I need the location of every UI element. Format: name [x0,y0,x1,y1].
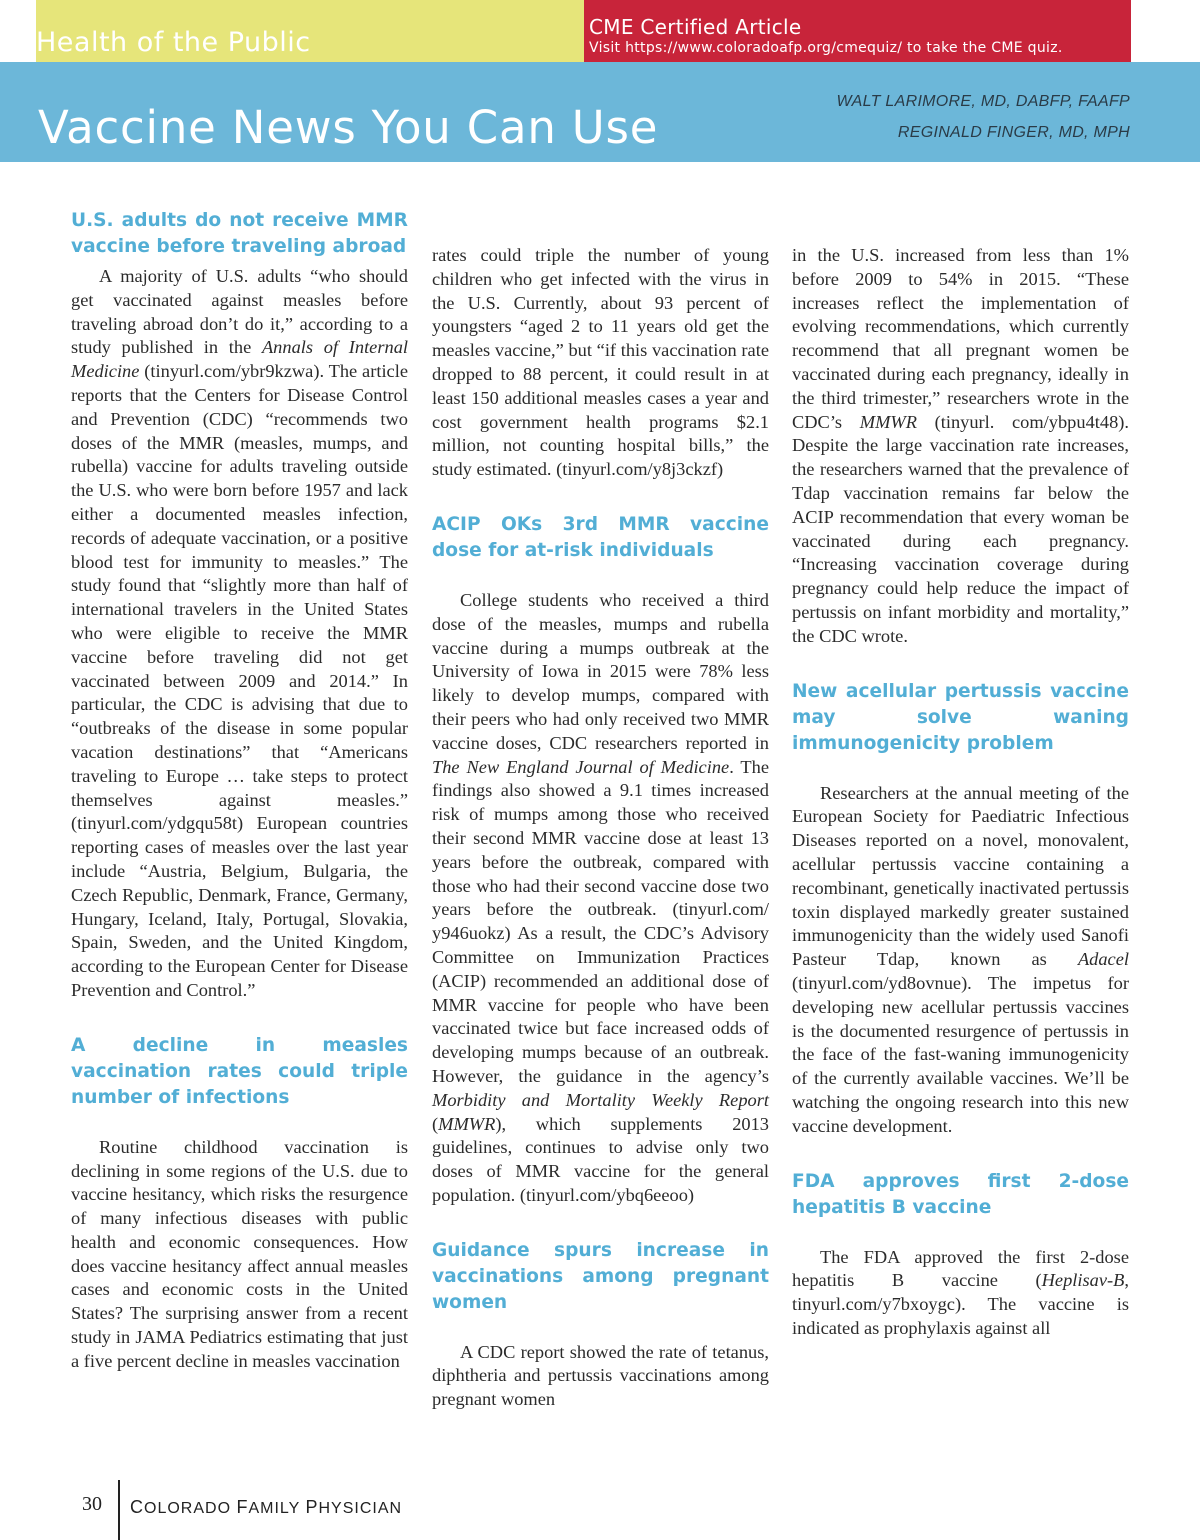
cme-banner [584,0,1131,62]
article-body-acip-mmr: College students who received a third dose of the measles, mumps and rubella vaccine during a mumps outbreak at the University of Iowa in 2015 were 78% less likely to develop mumps, compared with their peers who had only received two MMR vaccine doses, CDC researchers reported in The New England Journal of Medicine. The findings also showed a 9.1 times increased risk of mumps among those who received their second MMR vaccine dose at least 13 years before the outbreak, compared with those who had their second vaccine dose two years before the outbreak. (tinyurl.com/ y946uokz) As a result, the CDC’s Advisory Committee on Immunization Practices (ACIP) recommended an additional dose of MMR vaccine for people who have been vaccinated twice but face increased odds of developing mumps because of an outbreak. However, the guidance in the agency’s Morbidity and Mortality Weekly Report (MMWR), which supplements 2013 guidelines, continues to advise only two doses of MMR vaccine for the general population. (tinyurl.com/ybq6eeoo) [432,589,769,1205]
article-body-pregnant-vaccination-cont: in the U.S. increased from less than 1% before 2009 to 54% in 2015. “These increases reflect the implementation of evolving recommendations, which currently recommend that all pregnant women be vaccinated during each pregnancy, ideally in the third trimester,” researchers wrote in the CDC’s MMWR (tinyurl. com/ybpu4t48). Despite the large vaccination rate increases, the researchers warned that the prevalence of Tdap vaccination remains far below the ACIP recommendation that every woman be vaccinated during each pregnancy. “Increasing vaccination coverage during pregnancy could help reduce the impact of pertussis on infant morbidity and mortality,” the CDC wrote. [792,245,1129,646]
section-label: Health of the Public [36,27,311,58]
article-heading-acip-mmr: ACIP OKs 3rd MMR vaccine dose for at-risk individuals [432,513,769,561]
page-title: Vaccine News You Can Use [38,101,659,154]
journal-title: Annals of Internal Medicine [71,337,408,382]
footer-divider [118,1480,120,1540]
article-heading-measles-decline: A decline in measles vaccination rates could triple number of infections [71,1034,408,1108]
cme-title: CME Certified Article [589,15,802,39]
column-1 [71,208,408,1374]
article-heading-pregnant-vaccination: Guidance spurs increase in vaccinations among pregnant women [432,1239,769,1313]
brand-name: Adacel [1077,949,1129,970]
page-number: 30 [82,1493,102,1515]
article-heading-mmr-travel: U.S. adults do not receive MMR vaccine before traveling abroad [71,210,408,257]
article-body-measles-decline: Routine childhood vaccination is declining in some regions of the U.S. due to vaccine hesitancy, which risks the resurgence of many infectious diseases with public health and economic consequences. How does vaccine hesitancy affect annual measles cases and economic costs in the United States? The surprising answer from a recent study in JAMA Pediatrics estimating that just a five percent decline in measles vaccination [71,1136,408,1371]
author-2: REGINALD FINGER, MD, MPH [897,124,1130,141]
brand-name: Heplisav-B [1041,1270,1125,1291]
column-3 [792,244,1129,1341]
cme-instructions: Visit https://www.coloradoafp.org/cmequiz/ to take the CME quiz. [589,40,1063,56]
report-abbreviation: MMWR [859,411,917,432]
article-heading-hepatitis-b: FDA approves first 2-dose hepatitis B vaccine [792,1170,1129,1218]
author-1: WALT LARIMORE, MD, DABFP, FAAFP [836,93,1130,110]
article-body-measles-decline-cont: rates could triple the number of young children who get infected with the virus in the U.S. Currently, about 93 percent of youngsters “aged 2 to 11 years old get the measles vaccine,” but “if this vaccination rate dropped to 88 percent, it could result in at least 150 additional measles cases a year and cost government health programs $2.1 million, not counting hospital bills,” the study estimated. (tinyurl.com/y8j3ckzf) [432,245,769,480]
article-body-mmr-travel: A majority of U.S. adults “who should get vaccinated against measles before traveling abroad don’t do it,” according to a study published in the Annals of Internal Medicine (tinyurl.com/ybr9kzwa). The article reports that the Centers for Disease Control and Prevention (CDC) “recommends two doses of the MMR (measles, mumps, and rubella) vaccine for adults traveling outside the U.S. who were born before 1957 and lack either a documented measles infection, records of adequate vaccination, or a positive blood test for immunity to measles.” The study found that “slightly more than half of international travelers in the United States who were eligible to receive the MMR vaccine before traveling did not get vaccinated between 2009 and 2014.” In particular, the CDC is advising that due to “outbreaks of the disease in some popular vacation destinations” that “Americans traveling to Europe … take steps to protect themselves against measles.” (tinyurl.com/ydgqu58t) European countries reporting cases of measles over the last year include “Austria, Belgium, Bulgaria, the Czech Republic, Denmark, France, Germany, Hungary, Iceland, Italy, Portugal, Slovakia, Spain, Sweden, and the United Kingdom, according to the European Center for Disease Prevention and Control.” [71,266,408,1000]
column-2 [432,244,769,1412]
report-abbreviation: MMWR [438,1113,496,1134]
journal-title: The New England Journal of Medicine [432,756,730,777]
article-body-pregnant-vaccination: A CDC report showed the rate of tetanus, diphtheria and pertussis vaccinations among pregnant women [432,1341,769,1410]
article-body-pertussis: Researchers at the annual meeting of the European Society for Paediatric Infectious Diseases reported on a novel, monovalent, acellular pertussis vaccine containing a recombinant, genetically inactivated pertussis toxin displayed markedly greater sustained immunogenicity than the widely used Sanofi Pasteur Tdap, known as Adacel (tinyurl.com/yd8ovnue). The impetus for developing new acellular pertussis vaccines is the documented resurgence of pertussis in the face of the fast-waning immunogenicity of the currently available vaccines. We’ll be watching the ongoing research into this new vaccine development. [792,782,1129,1136]
publication-name: COLORADO FAMILY PHYSICIAN [130,1497,403,1517]
article-heading-pertussis: New acellular pertussis vaccine may solve waning immunogenicity problem [792,680,1129,754]
report-title: Morbidity and Mortality Weekly Report [432,1089,769,1110]
article-body-hepatitis-b: The FDA approved the first 2-dose hepatitis B vaccine (Heplisav-B, tinyurl.com/y7bxoygc). The vaccine is indicated as prophylaxis against all [792,1246,1129,1338]
